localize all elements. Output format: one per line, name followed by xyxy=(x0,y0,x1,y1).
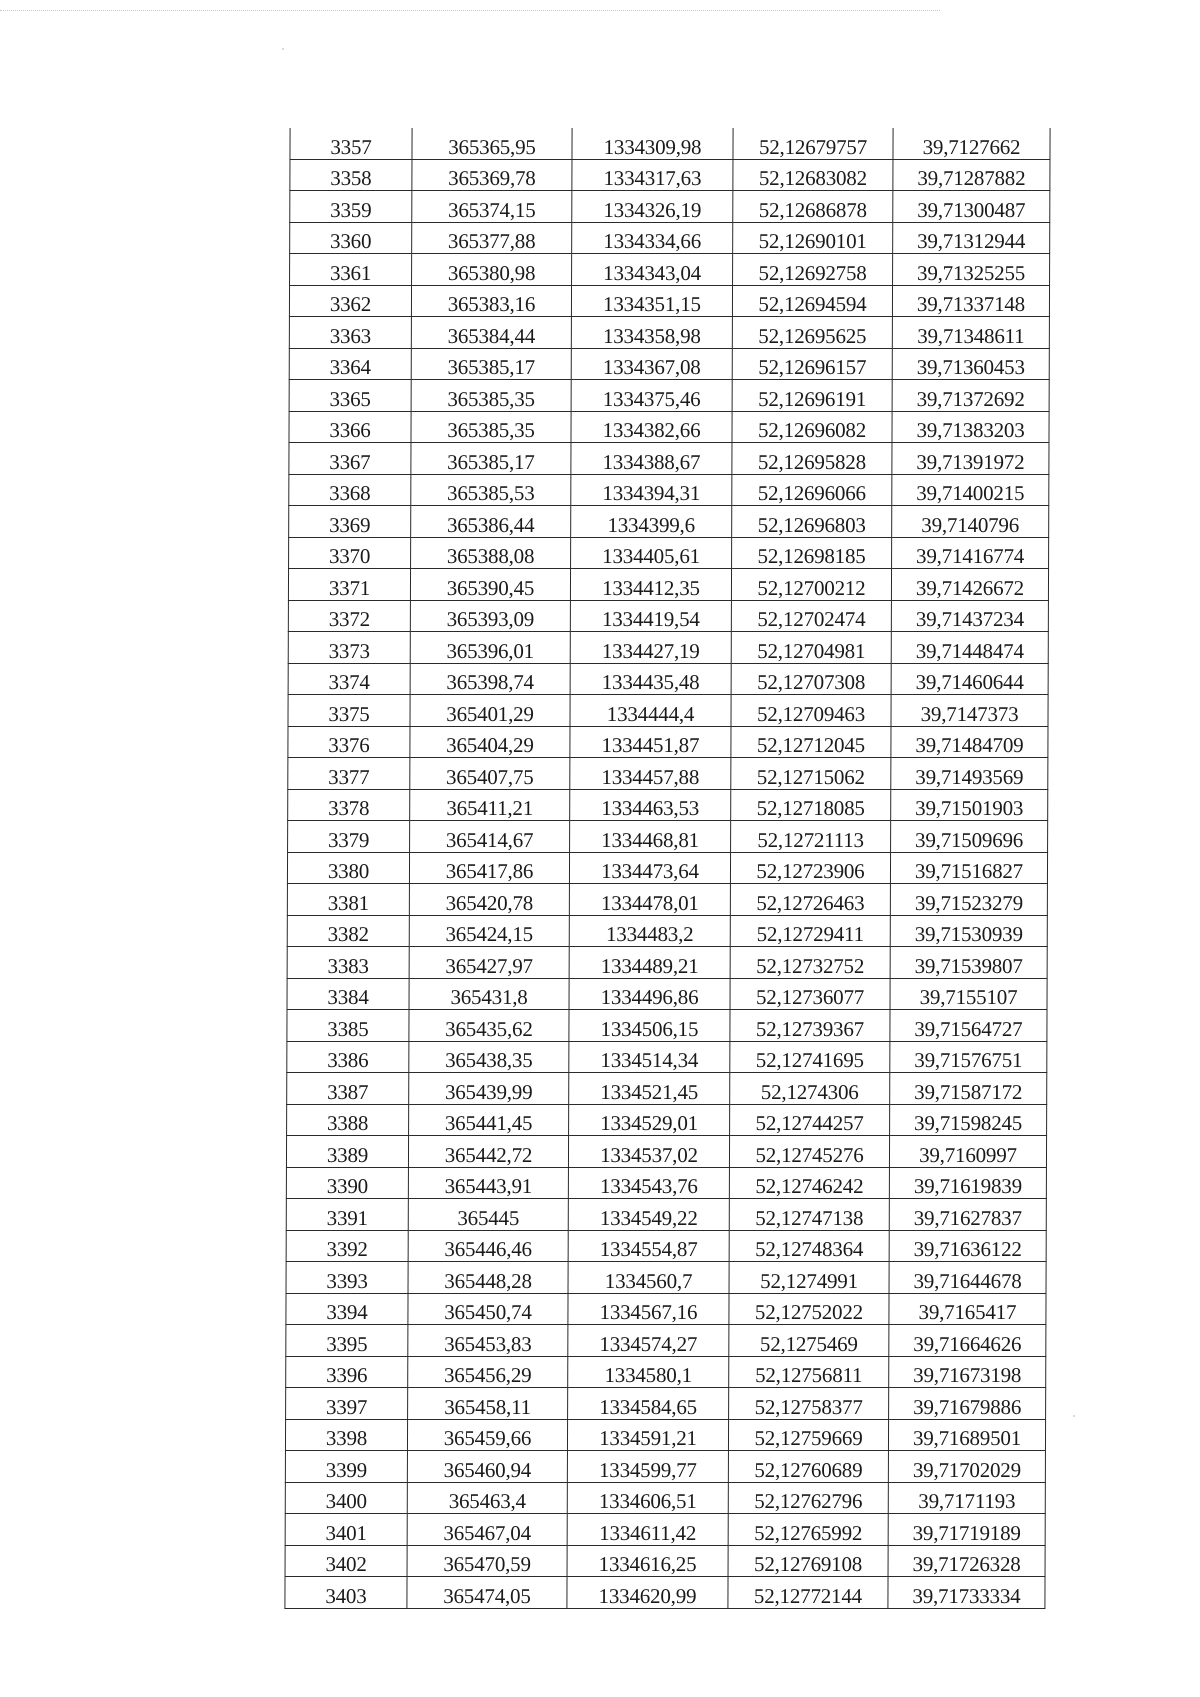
y-coordinate-cell: 1334457,88 xyxy=(570,758,731,790)
point-number-cell: 3392 xyxy=(286,1230,408,1262)
point-number-cell: 3377 xyxy=(288,758,410,790)
y-coordinate-cell: 1334351,15 xyxy=(571,285,732,317)
y-coordinate-cell: 1334427,19 xyxy=(570,632,731,664)
point-number-cell: 3369 xyxy=(289,506,411,538)
longitude-cell: 39,71437234 xyxy=(891,600,1048,632)
x-coordinate-cell: 365411,21 xyxy=(410,789,570,821)
point-number-cell: 3387 xyxy=(287,1073,409,1105)
latitude-cell: 52,12696157 xyxy=(732,348,892,380)
latitude-cell: 52,12729411 xyxy=(730,915,890,947)
point-number-cell: 3393 xyxy=(286,1262,408,1294)
latitude-cell: 52,12723906 xyxy=(730,852,890,884)
latitude-cell: 52,12746242 xyxy=(729,1167,889,1199)
y-coordinate-cell: 1334473,64 xyxy=(569,852,730,884)
point-number-cell: 3378 xyxy=(288,789,410,821)
point-number-cell: 3398 xyxy=(285,1419,407,1451)
table-row xyxy=(288,632,1048,664)
x-coordinate-cell: 365369,78 xyxy=(412,159,572,191)
table-row xyxy=(287,915,1047,947)
point-number-cell: 3389 xyxy=(286,1136,408,1168)
scan-edge-line xyxy=(0,10,940,11)
y-coordinate-cell: 1334599,77 xyxy=(567,1451,728,1483)
point-number-cell: 3391 xyxy=(286,1199,408,1231)
point-number-cell: 3382 xyxy=(287,915,409,947)
x-coordinate-cell: 365450,74 xyxy=(408,1293,568,1325)
y-coordinate-cell: 1334584,65 xyxy=(568,1388,729,1420)
table-row xyxy=(288,600,1048,632)
longitude-cell: 39,71484709 xyxy=(891,726,1048,758)
y-coordinate-cell: 1334451,87 xyxy=(570,726,731,758)
table-row xyxy=(287,947,1047,979)
latitude-cell: 52,12765992 xyxy=(728,1514,888,1546)
y-coordinate-cell: 1334529,01 xyxy=(569,1104,730,1136)
latitude-cell: 52,12718085 xyxy=(731,789,891,821)
x-coordinate-cell: 365446,46 xyxy=(408,1230,568,1262)
point-number-cell: 3385 xyxy=(287,1010,409,1042)
x-coordinate-cell: 365407,75 xyxy=(410,758,570,790)
y-coordinate-cell: 1334489,21 xyxy=(569,947,730,979)
longitude-cell: 39,71673198 xyxy=(889,1356,1046,1388)
longitude-cell: 39,71348611 xyxy=(892,317,1049,349)
table-row xyxy=(285,1545,1045,1577)
latitude-cell: 52,12762796 xyxy=(728,1482,888,1514)
longitude-cell: 39,71509696 xyxy=(891,821,1048,853)
table-row xyxy=(287,978,1047,1010)
latitude-cell: 52,12732752 xyxy=(730,947,890,979)
table-row xyxy=(289,506,1049,538)
x-coordinate-cell: 365470,59 xyxy=(407,1545,567,1577)
y-coordinate-cell: 1334388,67 xyxy=(571,443,732,475)
table-row xyxy=(289,317,1049,349)
latitude-cell: 52,1274306 xyxy=(730,1073,890,1105)
latitude-cell: 52,12696191 xyxy=(732,380,892,412)
table-row xyxy=(285,1577,1045,1609)
latitude-cell: 52,12769108 xyxy=(728,1545,888,1577)
x-coordinate-cell: 365435,62 xyxy=(409,1010,569,1042)
table-row xyxy=(290,222,1050,254)
table-row xyxy=(286,1167,1046,1199)
longitude-cell: 39,71501903 xyxy=(891,789,1048,821)
x-coordinate-cell: 365396,01 xyxy=(410,632,570,664)
y-coordinate-cell: 1334496,86 xyxy=(569,978,730,1010)
longitude-cell: 39,71337148 xyxy=(892,285,1049,317)
y-coordinate-cell: 1334444,4 xyxy=(570,695,731,727)
y-coordinate-cell: 1334591,21 xyxy=(567,1419,728,1451)
x-coordinate-cell: 365456,29 xyxy=(408,1356,568,1388)
table-row xyxy=(287,1104,1047,1136)
table-row xyxy=(286,1262,1046,1294)
table-row xyxy=(285,1419,1045,1451)
longitude-cell: 39,7127662 xyxy=(893,128,1050,159)
point-number-cell: 3379 xyxy=(288,821,410,853)
latitude-cell: 52,12736077 xyxy=(730,978,890,1010)
latitude-cell: 52,12747138 xyxy=(729,1199,889,1231)
point-number-cell: 3363 xyxy=(289,317,411,349)
longitude-cell: 39,71576751 xyxy=(890,1041,1047,1073)
table-row xyxy=(288,821,1048,853)
x-coordinate-cell: 365385,35 xyxy=(411,411,571,443)
x-coordinate-cell: 365448,28 xyxy=(408,1262,568,1294)
y-coordinate-cell: 1334412,35 xyxy=(570,569,731,601)
longitude-cell: 39,71400215 xyxy=(892,474,1049,506)
latitude-cell: 52,12752022 xyxy=(729,1293,889,1325)
table-row xyxy=(285,1482,1045,1514)
y-coordinate-cell: 1334326,19 xyxy=(572,191,733,223)
coordinate-table-body xyxy=(285,128,1050,1608)
point-number-cell: 3357 xyxy=(290,128,412,159)
y-coordinate-cell: 1334358,98 xyxy=(571,317,732,349)
x-coordinate-cell: 365398,74 xyxy=(410,663,570,695)
x-coordinate-cell: 365383,16 xyxy=(411,285,571,317)
x-coordinate-cell: 365385,53 xyxy=(411,474,571,506)
point-number-cell: 3395 xyxy=(286,1325,408,1357)
x-coordinate-cell: 365390,45 xyxy=(410,569,570,601)
longitude-cell: 39,71426672 xyxy=(891,569,1048,601)
table-row xyxy=(288,569,1048,601)
x-coordinate-cell: 365401,29 xyxy=(410,695,570,727)
x-coordinate-cell: 365388,08 xyxy=(411,537,571,569)
x-coordinate-cell: 365431,8 xyxy=(409,978,569,1010)
point-number-cell: 3388 xyxy=(287,1104,409,1136)
y-coordinate-cell: 1334435,48 xyxy=(570,663,731,695)
table-row xyxy=(288,663,1048,695)
x-coordinate-cell: 365404,29 xyxy=(410,726,570,758)
table-row xyxy=(286,1136,1046,1168)
x-coordinate-cell: 365385,17 xyxy=(411,443,571,475)
table-row xyxy=(288,695,1048,727)
y-coordinate-cell: 1334334,66 xyxy=(572,222,733,254)
longitude-cell: 39,7165417 xyxy=(889,1293,1046,1325)
x-coordinate-cell: 365438,35 xyxy=(409,1041,569,1073)
longitude-cell: 39,71644678 xyxy=(889,1262,1046,1294)
point-number-cell: 3400 xyxy=(285,1482,407,1514)
latitude-cell: 52,12690101 xyxy=(733,222,893,254)
x-coordinate-cell: 365377,88 xyxy=(412,222,572,254)
latitude-cell: 52,12695828 xyxy=(732,443,892,475)
latitude-cell: 52,12696066 xyxy=(732,474,892,506)
table-row xyxy=(290,128,1050,159)
point-number-cell: 3367 xyxy=(289,443,411,475)
y-coordinate-cell: 1334521,45 xyxy=(569,1073,730,1105)
y-coordinate-cell: 1334483,2 xyxy=(569,915,730,947)
point-number-cell: 3402 xyxy=(285,1545,407,1577)
y-coordinate-cell: 1334375,46 xyxy=(571,380,732,412)
y-coordinate-cell: 1334463,53 xyxy=(570,789,731,821)
table-row xyxy=(290,254,1050,286)
y-coordinate-cell: 1334382,66 xyxy=(571,411,732,443)
x-coordinate-cell: 365365,95 xyxy=(412,128,572,159)
table-row xyxy=(287,1073,1047,1105)
table-row xyxy=(285,1451,1045,1483)
latitude-cell: 52,12756811 xyxy=(729,1356,889,1388)
point-number-cell: 3380 xyxy=(287,852,409,884)
y-coordinate-cell: 1334309,98 xyxy=(572,128,733,159)
latitude-cell: 52,12709463 xyxy=(731,695,891,727)
longitude-cell: 39,71360453 xyxy=(892,348,1049,380)
y-coordinate-cell: 1334514,34 xyxy=(569,1041,730,1073)
latitude-cell: 52,12696803 xyxy=(732,506,892,538)
x-coordinate-cell: 365439,99 xyxy=(409,1073,569,1105)
scan-speck xyxy=(1073,1415,1075,1417)
longitude-cell: 39,7160997 xyxy=(889,1136,1046,1168)
x-coordinate-cell: 365443,91 xyxy=(408,1167,568,1199)
point-number-cell: 3373 xyxy=(288,632,410,664)
point-number-cell: 3374 xyxy=(288,663,410,695)
x-coordinate-cell: 365453,83 xyxy=(408,1325,568,1357)
point-number-cell: 3394 xyxy=(286,1293,408,1325)
point-number-cell: 3360 xyxy=(290,222,412,254)
point-number-cell: 3362 xyxy=(289,285,411,317)
x-coordinate-cell: 365463,4 xyxy=(407,1482,567,1514)
y-coordinate-cell: 1334554,87 xyxy=(568,1230,729,1262)
latitude-cell: 52,12715062 xyxy=(731,758,891,790)
table-row xyxy=(288,789,1048,821)
table-row xyxy=(288,726,1048,758)
table-row xyxy=(289,380,1049,412)
longitude-cell: 39,71689501 xyxy=(888,1419,1045,1451)
x-coordinate-cell: 365374,15 xyxy=(412,191,572,223)
point-number-cell: 3403 xyxy=(285,1577,407,1609)
longitude-cell: 39,7155107 xyxy=(890,978,1047,1010)
latitude-cell: 52,12695625 xyxy=(732,317,892,349)
coordinate-table xyxy=(284,128,1050,1609)
longitude-cell: 39,71726328 xyxy=(888,1545,1045,1577)
y-coordinate-cell: 1334506,15 xyxy=(569,1010,730,1042)
table-row xyxy=(285,1514,1045,1546)
longitude-cell: 39,71287882 xyxy=(893,159,1050,191)
longitude-cell: 39,71325255 xyxy=(893,254,1050,286)
longitude-cell: 39,7140796 xyxy=(892,506,1049,538)
latitude-cell: 52,12712045 xyxy=(731,726,891,758)
x-coordinate-cell: 365417,86 xyxy=(409,852,569,884)
x-coordinate-cell: 365385,35 xyxy=(411,380,571,412)
y-coordinate-cell: 1334317,63 xyxy=(572,159,733,191)
point-number-cell: 3359 xyxy=(290,191,412,223)
table-row xyxy=(290,159,1050,191)
latitude-cell: 52,12721113 xyxy=(731,821,891,853)
longitude-cell: 39,71391972 xyxy=(892,443,1049,475)
longitude-cell: 39,71523279 xyxy=(890,884,1047,916)
latitude-cell: 52,12744257 xyxy=(730,1104,890,1136)
table-row xyxy=(287,884,1047,916)
latitude-cell: 52,12686878 xyxy=(733,191,893,223)
latitude-cell: 52,1275469 xyxy=(729,1325,889,1357)
table-row xyxy=(287,1010,1047,1042)
table-row xyxy=(286,1325,1046,1357)
point-number-cell: 3390 xyxy=(286,1167,408,1199)
latitude-cell: 52,12741695 xyxy=(730,1041,890,1073)
longitude-cell: 39,71627837 xyxy=(889,1199,1046,1231)
x-coordinate-cell: 365386,44 xyxy=(411,506,571,538)
y-coordinate-cell: 1334574,27 xyxy=(568,1325,729,1357)
x-coordinate-cell: 365380,98 xyxy=(412,254,572,286)
y-coordinate-cell: 1334611,42 xyxy=(567,1514,728,1546)
latitude-cell: 52,12748364 xyxy=(729,1230,889,1262)
table-row xyxy=(290,191,1050,223)
table-row xyxy=(289,348,1049,380)
longitude-cell: 39,71460644 xyxy=(891,663,1048,695)
x-coordinate-cell: 365445 xyxy=(408,1199,568,1231)
table-row xyxy=(287,852,1047,884)
longitude-cell: 39,7171193 xyxy=(888,1482,1045,1514)
point-number-cell: 3368 xyxy=(289,474,411,506)
y-coordinate-cell: 1334549,22 xyxy=(568,1199,729,1231)
x-coordinate-cell: 365384,44 xyxy=(411,317,571,349)
longitude-cell: 39,71636122 xyxy=(889,1230,1046,1262)
table-row xyxy=(287,1041,1047,1073)
table-row xyxy=(289,537,1049,569)
longitude-cell: 39,71530939 xyxy=(890,915,1047,947)
point-number-cell: 3365 xyxy=(289,380,411,412)
y-coordinate-cell: 1334606,51 xyxy=(567,1482,728,1514)
latitude-cell: 52,12698185 xyxy=(732,537,892,569)
x-coordinate-cell: 365427,97 xyxy=(409,947,569,979)
point-number-cell: 3371 xyxy=(288,569,410,601)
latitude-cell: 52,12679757 xyxy=(733,128,893,159)
x-coordinate-cell: 365460,94 xyxy=(407,1451,567,1483)
y-coordinate-cell: 1334405,61 xyxy=(571,537,732,569)
x-coordinate-cell: 365385,17 xyxy=(411,348,571,380)
longitude-cell: 39,71664626 xyxy=(889,1325,1046,1357)
point-number-cell: 3370 xyxy=(289,537,411,569)
longitude-cell: 39,71733334 xyxy=(888,1577,1045,1609)
latitude-cell: 52,12707308 xyxy=(731,663,891,695)
table-row xyxy=(289,443,1049,475)
y-coordinate-cell: 1334468,81 xyxy=(570,821,731,853)
y-coordinate-cell: 1334580,1 xyxy=(568,1356,729,1388)
y-coordinate-cell: 1334567,16 xyxy=(568,1293,729,1325)
latitude-cell: 52,1274991 xyxy=(729,1262,889,1294)
y-coordinate-cell: 1334394,31 xyxy=(571,474,732,506)
latitude-cell: 52,12739367 xyxy=(730,1010,890,1042)
table-row xyxy=(289,474,1049,506)
table-row xyxy=(286,1230,1046,1262)
scan-speck xyxy=(282,48,284,50)
latitude-cell: 52,12692758 xyxy=(733,254,893,286)
table-row xyxy=(289,411,1049,443)
latitude-cell: 52,12700212 xyxy=(731,569,891,601)
longitude-cell: 39,71619839 xyxy=(889,1167,1046,1199)
longitude-cell: 39,71383203 xyxy=(892,411,1049,443)
latitude-cell: 52,12683082 xyxy=(733,159,893,191)
y-coordinate-cell: 1334343,04 xyxy=(572,254,733,286)
point-number-cell: 3375 xyxy=(288,695,410,727)
x-coordinate-cell: 365424,15 xyxy=(409,915,569,947)
longitude-cell: 39,71493569 xyxy=(891,758,1048,790)
y-coordinate-cell: 1334478,01 xyxy=(569,884,730,916)
point-number-cell: 3384 xyxy=(287,978,409,1010)
latitude-cell: 52,12745276 xyxy=(729,1136,889,1168)
x-coordinate-cell: 365414,67 xyxy=(410,821,570,853)
longitude-cell: 39,71372692 xyxy=(892,380,1049,412)
table-row xyxy=(286,1356,1046,1388)
latitude-cell: 52,12758377 xyxy=(729,1388,889,1420)
longitude-cell: 39,71300487 xyxy=(893,191,1050,223)
table-row xyxy=(286,1293,1046,1325)
point-number-cell: 3386 xyxy=(287,1041,409,1073)
table-row xyxy=(286,1199,1046,1231)
y-coordinate-cell: 1334560,7 xyxy=(568,1262,729,1294)
x-coordinate-cell: 365467,04 xyxy=(407,1514,567,1546)
point-number-cell: 3399 xyxy=(285,1451,407,1483)
latitude-cell: 52,12726463 xyxy=(730,884,890,916)
x-coordinate-cell: 365458,11 xyxy=(408,1388,568,1420)
point-number-cell: 3372 xyxy=(288,600,410,632)
y-coordinate-cell: 1334620,99 xyxy=(567,1577,728,1609)
point-number-cell: 3376 xyxy=(288,726,410,758)
x-coordinate-cell: 365441,45 xyxy=(409,1104,569,1136)
point-number-cell: 3358 xyxy=(290,159,412,191)
longitude-cell: 39,71719189 xyxy=(888,1514,1045,1546)
y-coordinate-cell: 1334399,6 xyxy=(571,506,732,538)
y-coordinate-cell: 1334543,76 xyxy=(568,1167,729,1199)
longitude-cell: 39,71539807 xyxy=(890,947,1047,979)
longitude-cell: 39,71587172 xyxy=(890,1073,1047,1105)
longitude-cell: 39,71702029 xyxy=(888,1451,1045,1483)
longitude-cell: 39,71312944 xyxy=(893,222,1050,254)
point-number-cell: 3381 xyxy=(287,884,409,916)
latitude-cell: 52,12772144 xyxy=(728,1577,888,1609)
point-number-cell: 3361 xyxy=(290,254,412,286)
latitude-cell: 52,12702474 xyxy=(731,600,891,632)
x-coordinate-cell: 365393,09 xyxy=(410,600,570,632)
y-coordinate-cell: 1334616,25 xyxy=(567,1545,728,1577)
longitude-cell: 39,71516827 xyxy=(890,852,1047,884)
point-number-cell: 3396 xyxy=(286,1356,408,1388)
latitude-cell: 52,12694594 xyxy=(732,285,892,317)
latitude-cell: 52,12760689 xyxy=(728,1451,888,1483)
y-coordinate-cell: 1334367,08 xyxy=(571,348,732,380)
point-number-cell: 3366 xyxy=(289,411,411,443)
point-number-cell: 3383 xyxy=(287,947,409,979)
longitude-cell: 39,71564727 xyxy=(890,1010,1047,1042)
longitude-cell: 39,71416774 xyxy=(892,537,1049,569)
y-coordinate-cell: 1334419,54 xyxy=(570,600,731,632)
table-row xyxy=(289,285,1049,317)
longitude-cell: 39,71598245 xyxy=(890,1104,1047,1136)
latitude-cell: 52,12696082 xyxy=(732,411,892,443)
table-row xyxy=(286,1388,1046,1420)
x-coordinate-cell: 365420,78 xyxy=(409,884,569,916)
latitude-cell: 52,12759669 xyxy=(728,1419,888,1451)
longitude-cell: 39,71448474 xyxy=(891,632,1048,664)
longitude-cell: 39,71679886 xyxy=(889,1388,1046,1420)
y-coordinate-cell: 1334537,02 xyxy=(568,1136,729,1168)
point-number-cell: 3401 xyxy=(285,1514,407,1546)
x-coordinate-cell: 365474,05 xyxy=(407,1577,567,1609)
longitude-cell: 39,7147373 xyxy=(891,695,1048,727)
point-number-cell: 3397 xyxy=(286,1388,408,1420)
point-number-cell: 3364 xyxy=(289,348,411,380)
x-coordinate-cell: 365442,72 xyxy=(408,1136,568,1168)
x-coordinate-cell: 365459,66 xyxy=(407,1419,567,1451)
table-row xyxy=(288,758,1048,790)
latitude-cell: 52,12704981 xyxy=(731,632,891,664)
